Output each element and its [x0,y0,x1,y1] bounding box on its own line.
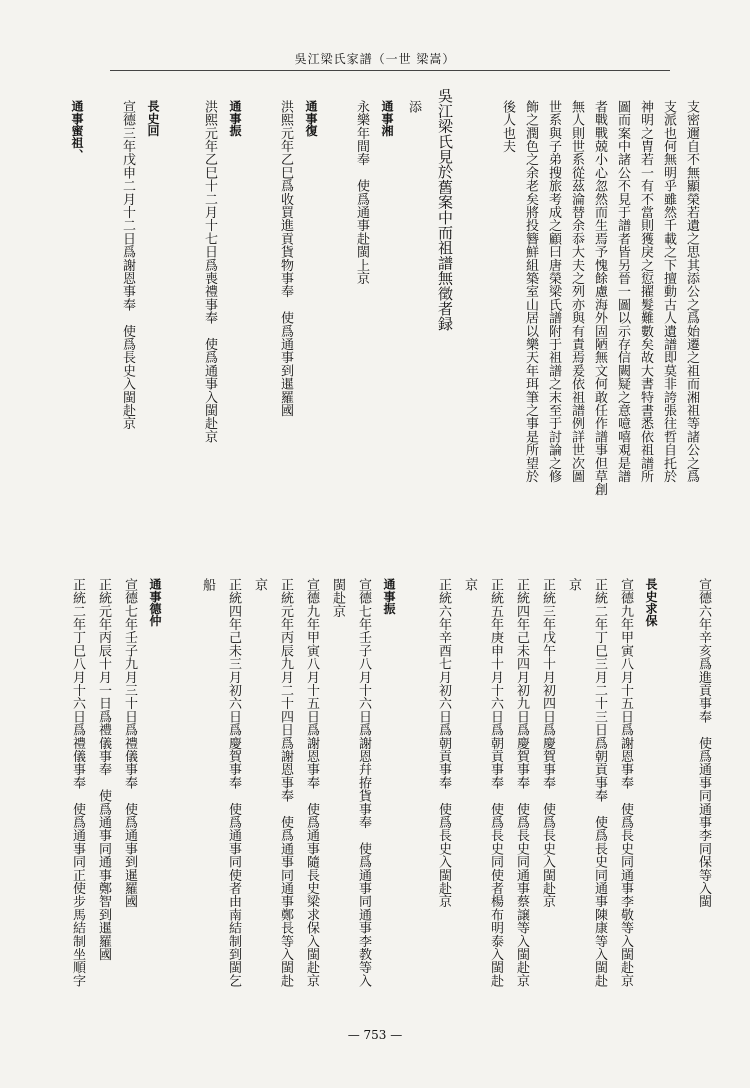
entry-line: 正統元年丙辰九月二十四日爲謝恩事奉 使爲通事同通事鄭長等入閩赴 [278,578,293,988]
entry-line: 京 [566,578,581,592]
entry-line: 正統五年庚申十月十六日爲朝貢事奉 使爲長史同使者楊布明泰入閩赴 [488,578,503,988]
entry-name: 通事復 [304,100,318,137]
running-header: 吳江梁氏家譜（一世 梁嵩） [294,52,456,66]
page-number: — 753 — [347,1028,403,1042]
preface-line: 圖而案中諸公不見于譜者皆另晉一圖以示存信闕疑之意噫嘻覌是譜 [615,100,630,483]
entry-name: 通事振 [382,578,396,615]
preface-line: 後人也夫 [500,100,515,153]
preface-line: 支派也何無明乎雖然千載之下擅動古人遺譜即莫非誇張往哲自托於 [661,100,676,483]
entry-line: 宣德三年戊申二月十二日爲謝恩事奉 使爲長史入閩赴京 [120,100,135,430]
entry-line: 正統六年辛酉七月初六日爲朝貢事奉 使爲長史入閩赴京 [436,578,451,908]
entry-line: 宣德七年壬子九月三十日爲禮儀事奉 使爲通事到暹羅國 [122,578,137,908]
entry-line: 京 [252,578,267,592]
entry-line: 正統二年丁巳八月十六日爲禮儀事奉 使爲通事同正使步馬結制坐順字 [70,578,85,988]
preface-line: 神明之胄若一有不當則獲戾之愆擢髮難數矣故大書特書悉依祖譜所 [638,100,653,483]
entry-line: 正統元年丙辰十月一日爲禮儀事奉 使爲通事同通事鄭智到暹羅國 [96,578,111,961]
preface-line: 支密邇自不無顯榮若遺之思其添公之爲始遷之祖而湘祖等諸公之爲 [684,100,699,483]
entry-line: 京 [462,578,477,592]
entry-line: 永樂年間奉 使爲通事赴閩上京 [354,100,369,285]
entry-line: 宣德七年壬子八月十六日爲謝恩幷拵貨事奉 使爲通事同通事李教等入 [356,578,371,988]
section-title: 吳江梁氏見於舊案中而祖譜無徵者録 [436,88,454,332]
preface-line: 者戰戰兢小心忽然而生焉予愧餘慮海外固陋無文何敢任作譜事但草創 [592,100,607,496]
entry-line: 洪熙元年乙巳十二月十七日爲喪禮事奉 使爲通事入閩赴京 [202,100,217,444]
entry-name: 長史求保 [644,578,658,627]
entry-line: 洪熙元年乙巳爲收買進貢貨物事奉 使爲通事到暹羅國 [278,100,293,417]
entry-name: 通事德仲 [148,578,162,627]
add-label: 添 [406,100,421,114]
entry-line: 宣德六年辛亥爲進貢事奉 使爲通事同通事李同保等入閩 [696,578,711,908]
entry-line: 船 [200,578,215,592]
header-rule [110,70,670,71]
entry-name: 通事湘 [380,100,394,137]
entry-name: 長史回 [146,100,160,137]
preface-line: 世系與子弟搜旅考成之顧曰唐榮梁氏譜附于祖譜之末至于討論之修 [546,100,561,483]
entry-line: 閩赴京 [330,578,345,618]
preface-line: 飾之潤色之余老矣將投簪鮮組築室山居以樂天年珥筆之事是所望於 [523,100,538,483]
preface-line: 無人則世系從茲淪替余忝大夫之列亦與有責焉爰依祖譜例詳世次圖 [569,100,584,483]
entry-name: 通事蜜祖、 [70,100,84,161]
entry-line: 正統四年己未四月初九日爲慶賀事奉 使爲長史同通事蔡譲等入閩赴京 [514,578,529,988]
entry-line: 正統三年戊午十月初四日爲慶賀事奉 使爲長史入閩赴京 [540,578,555,908]
entry-line: 正統四年己未三月初六日爲慶賀事奉 使爲通事同使者由南結制到閩乞 [226,578,241,988]
entry-name: 通事振 [228,100,242,137]
entry-line: 宣德九年甲寅八月十五日爲謝恩事奉 使爲長史同通事李敬等入閩赴京 [618,578,633,988]
entry-line: 宣德九年甲寅八月十五日爲謝恩事奉 使爲通事隨長史梁求保入閩赴京 [304,578,319,988]
entry-line: 正統二年丁巳三月二十三日爲朝貢事奉 使爲長史同通事陳康等入閩赴 [592,578,607,988]
